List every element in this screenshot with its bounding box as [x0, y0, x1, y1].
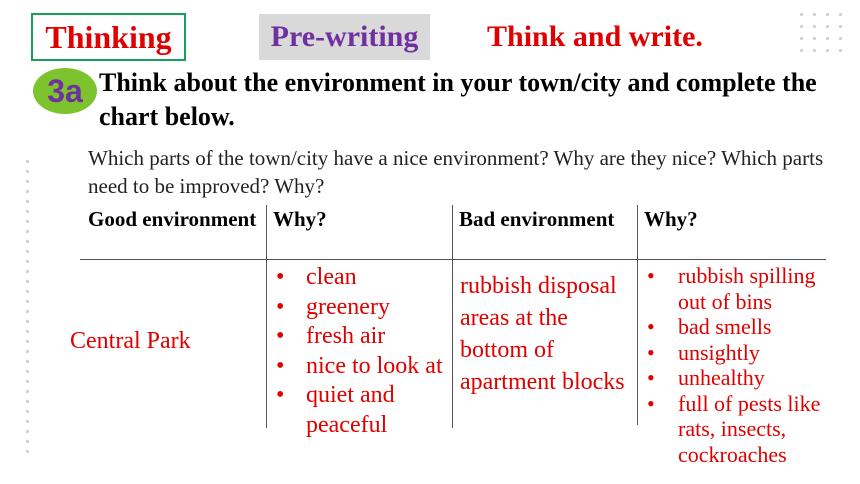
list-item-text: full of pests like rats, insects, cockroaches: [678, 390, 821, 467]
thinking-label: Thinking: [31, 13, 186, 61]
list-item: [647, 263, 847, 314]
dots-vertical-decoration: [26, 160, 30, 460]
dot: [813, 13, 816, 16]
dot: [26, 440, 29, 443]
list-item: [276, 381, 451, 440]
exercise-badge: 3a: [33, 68, 97, 114]
why-bad-list: [647, 263, 847, 467]
dot: [826, 25, 829, 28]
list-item-text: nice to look at: [306, 352, 443, 379]
dot: [26, 400, 29, 403]
list-item: [647, 314, 847, 340]
dot: [26, 450, 29, 453]
list-item-text: greenery: [306, 293, 390, 320]
bullet-icon: •: [276, 352, 285, 379]
dot: [26, 330, 29, 333]
dot: [800, 37, 803, 40]
column-divider: [452, 205, 453, 428]
instruction-text: Think about the environment in your town/city and complete the chart below.: [99, 68, 817, 131]
question-text: Which parts of the town/city have a nice environment? Why are they nice? Which parts need to be improved? Why?: [88, 146, 824, 198]
dot: [26, 390, 29, 393]
bullet-icon: •: [276, 382, 285, 408]
think-and-write-title: Think and write.: [487, 20, 703, 53]
list-item-text: fresh air: [306, 323, 386, 349]
dot: [26, 350, 29, 353]
bullet-icon: •: [276, 293, 285, 320]
list-item: [276, 352, 451, 382]
dot: [26, 260, 29, 263]
dot: [813, 25, 816, 28]
list-item: [276, 293, 451, 323]
dot: [26, 240, 29, 243]
bullet-icon: •: [647, 339, 655, 365]
list-item: [647, 365, 847, 391]
dot: [26, 340, 29, 343]
table-header-divider: [80, 259, 826, 260]
dot: [839, 13, 842, 16]
list-item-text: quiet and peaceful: [306, 382, 395, 438]
dot: [813, 49, 816, 52]
dot: [26, 280, 29, 283]
dot: [800, 13, 803, 16]
dot: [26, 300, 29, 303]
dot: [26, 360, 29, 363]
dot: [26, 380, 29, 383]
dot: [26, 250, 29, 253]
dots-decoration: [800, 13, 850, 57]
bullet-icon: •: [647, 263, 655, 288]
dot: [26, 190, 29, 193]
dot: [26, 410, 29, 413]
good-environment-cell: Central Park: [70, 328, 191, 354]
dot: [26, 320, 29, 323]
dot: [26, 170, 29, 173]
list-item: [647, 340, 847, 366]
bullet-icon: •: [647, 314, 655, 339]
dot: [813, 37, 816, 40]
dot: [839, 37, 842, 40]
list-item-text: bad smells: [678, 314, 772, 339]
header-bad-environment: Bad environment: [459, 207, 615, 231]
dot: [826, 13, 829, 16]
header-good-environment: Good environment: [88, 207, 257, 231]
dot: [26, 420, 29, 423]
dot: [826, 37, 829, 40]
column-divider: [266, 205, 267, 428]
list-item-text: unsightly: [678, 339, 760, 365]
header-why-good: Why?: [273, 207, 327, 231]
dot: [839, 49, 842, 52]
dot: [26, 430, 29, 433]
dot: [26, 210, 29, 213]
list-item: [276, 322, 451, 352]
dot: [26, 160, 29, 163]
dot: [826, 49, 829, 52]
dot: [26, 180, 29, 183]
dot: [800, 25, 803, 28]
list-item: [276, 263, 451, 293]
header-why-bad: Why?: [644, 207, 698, 231]
dot: [800, 49, 803, 52]
bullet-icon: •: [276, 323, 285, 349]
why-good-list: [276, 263, 451, 440]
dot: [26, 270, 29, 273]
bullet-icon: •: [647, 390, 655, 416]
dot: [26, 290, 29, 293]
dot: [26, 220, 29, 223]
bad-environment-cell: rubbish disposal areas at the bottom of apartment blocks: [460, 273, 625, 395]
column-divider: [637, 205, 638, 425]
dot: [26, 370, 29, 373]
list-item: [647, 391, 847, 468]
list-item-text: rubbish spilling out of bins: [678, 263, 816, 314]
list-item-text: clean: [306, 264, 357, 290]
dot: [26, 310, 29, 313]
dot: [839, 25, 842, 28]
dot: [26, 200, 29, 203]
bullet-icon: •: [276, 264, 285, 290]
prewriting-label: Pre-writing: [259, 14, 430, 60]
dot: [26, 230, 29, 233]
bullet-icon: •: [647, 365, 655, 390]
list-item-text: unhealthy: [678, 365, 765, 390]
